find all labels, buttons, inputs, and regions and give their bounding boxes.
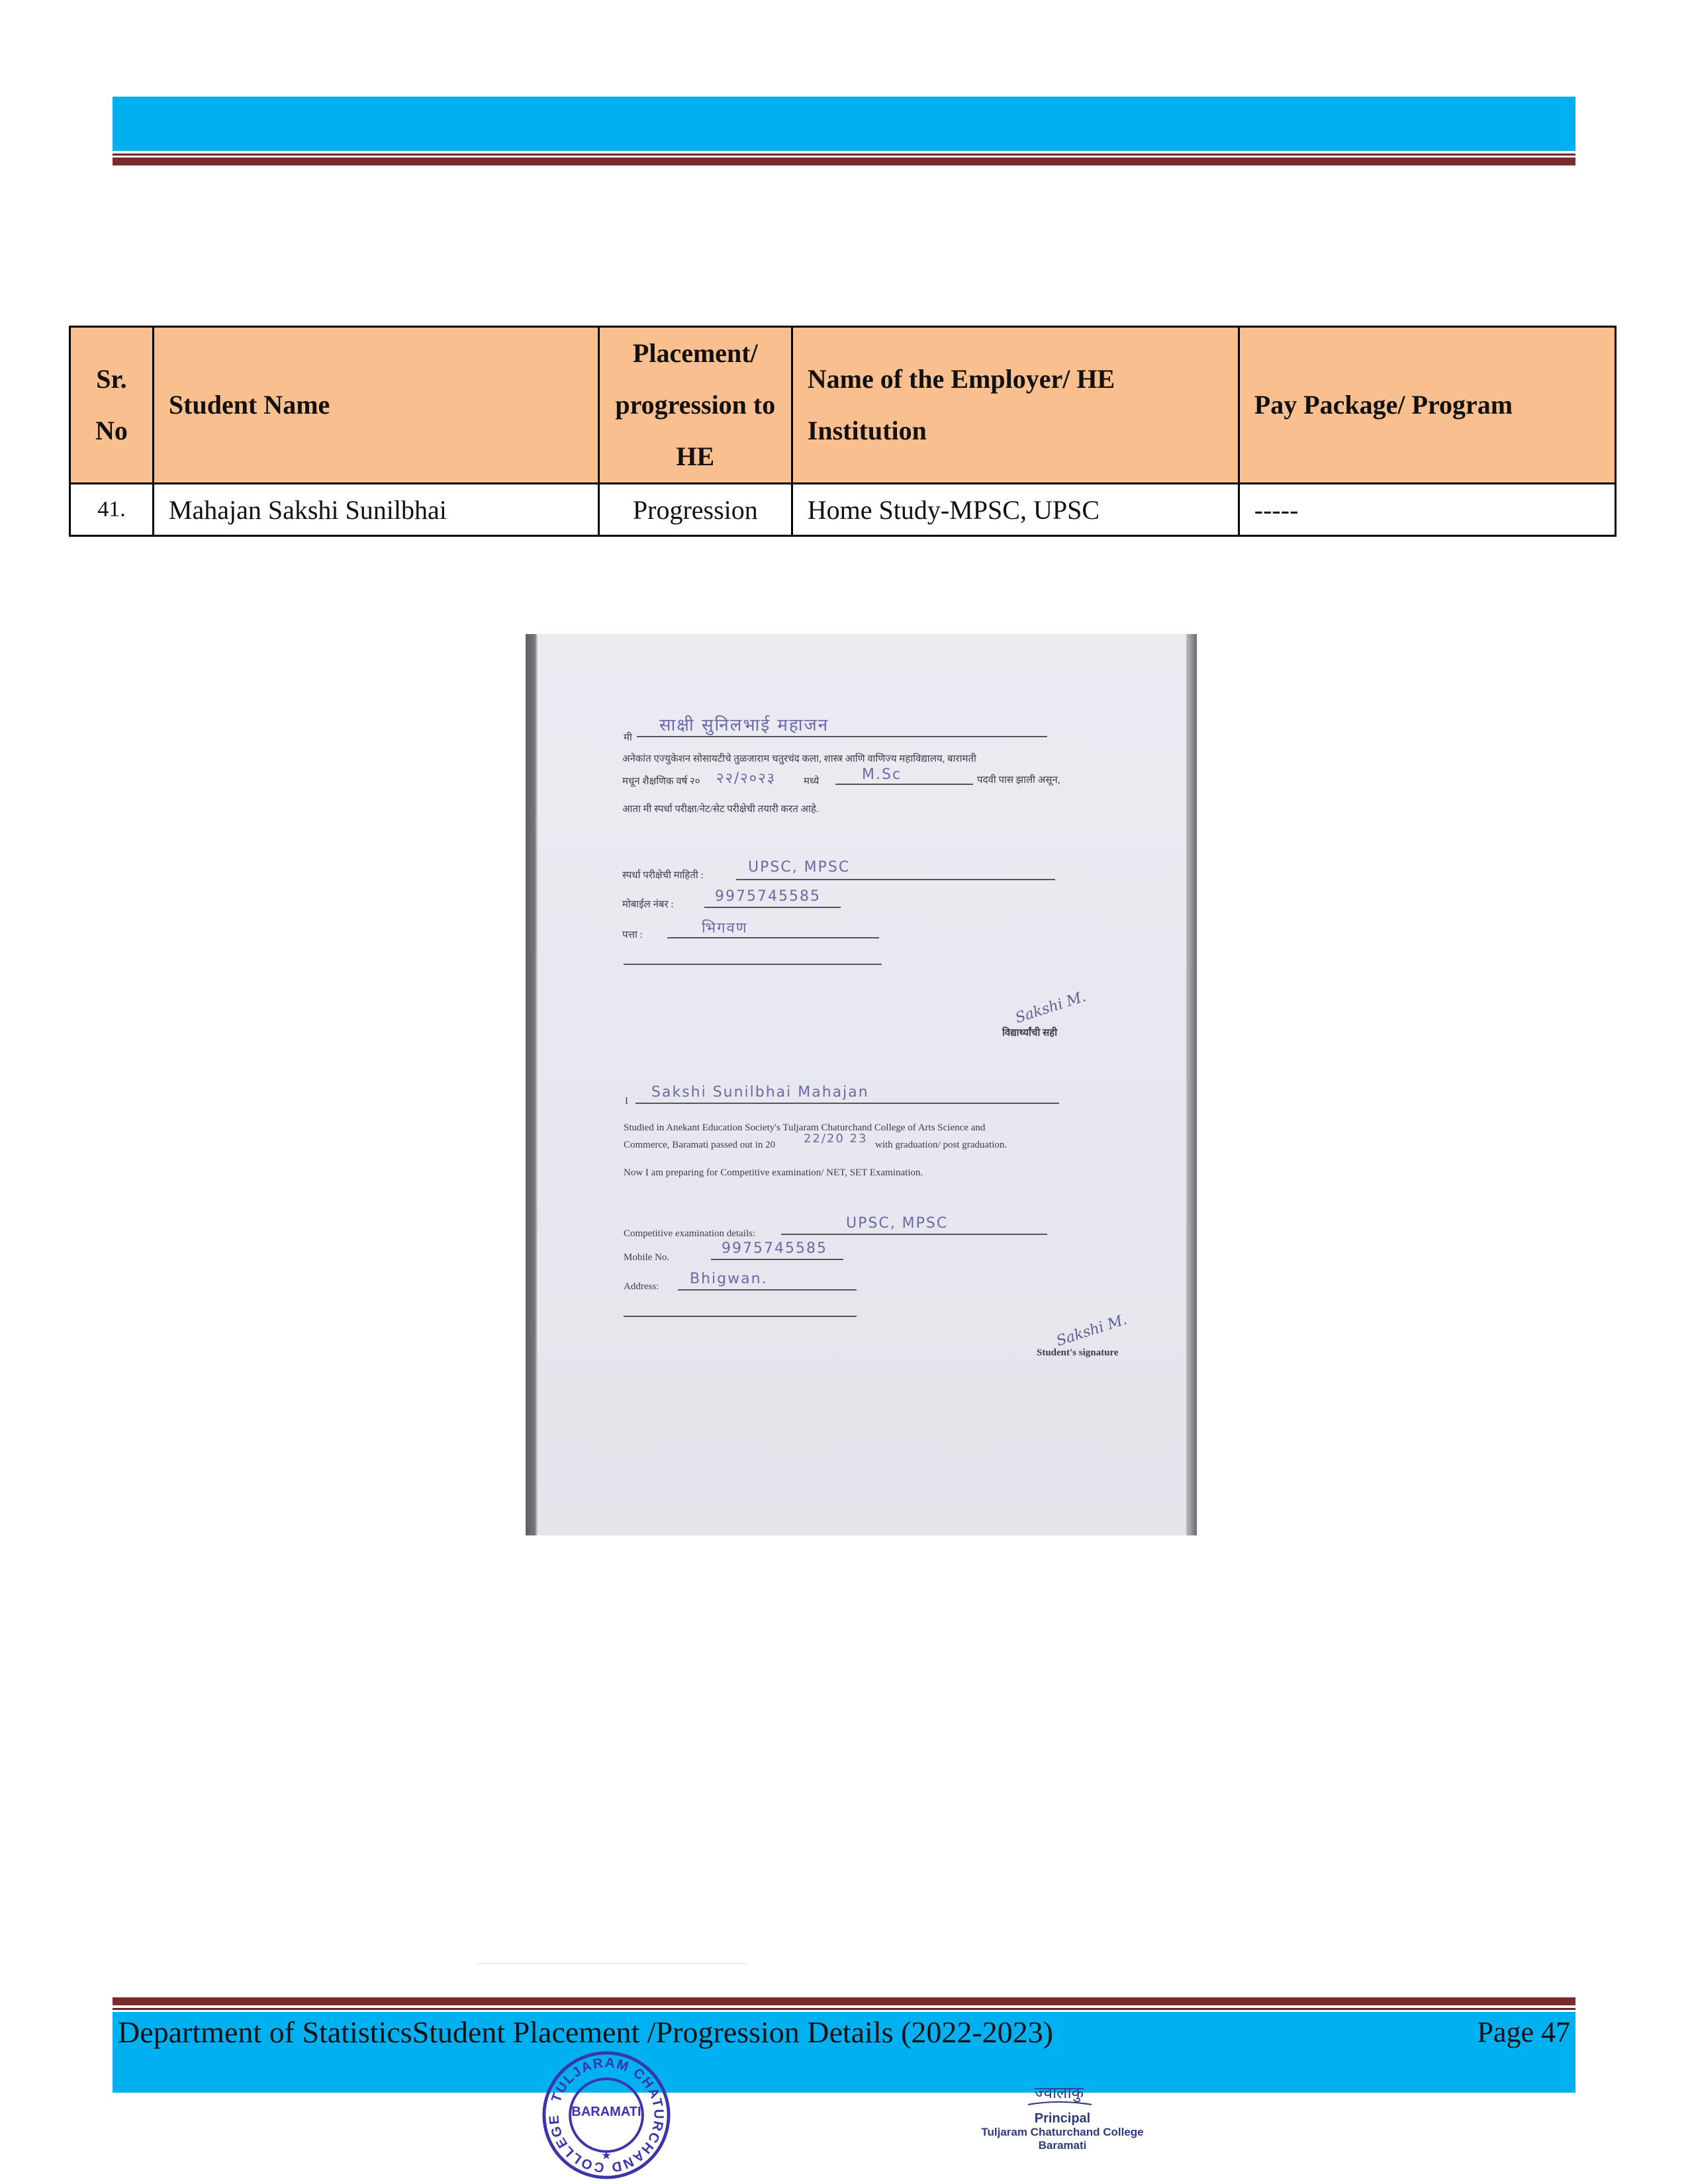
mr-exam-label: स्पर्धा परीक्षेची माहिती : <box>622 870 704 881</box>
cell-pay-package: ----- <box>1239 484 1615 536</box>
en-line2-prefix: Commerce, Baramati passed out in 20 <box>624 1140 776 1150</box>
en-address-value: Bhigwan. <box>690 1271 768 1287</box>
table-header-row <box>70 327 1616 484</box>
en-signature-label: Student's signature <box>1037 1347 1119 1358</box>
faint-divider <box>477 1963 748 1964</box>
en-mobile-value: 9975745585 <box>722 1240 827 1257</box>
header-placement-progression: Placement/ progression to HE <box>598 327 792 484</box>
en-signature: Sakshi M. <box>1054 1311 1129 1350</box>
en-name-value: Sakshi Sunilbhai Mahajan <box>651 1084 869 1101</box>
header-rule-thick <box>113 158 1575 165</box>
header-employer: Name of the Employer/ HE Institution <box>792 327 1239 484</box>
form-sheet <box>538 634 1186 1535</box>
principal-place: Baramati <box>1038 2139 1087 2152</box>
mr-signature: Sakshi M. <box>1013 988 1088 1027</box>
seal-center-text: BARAMATI <box>571 2105 641 2119</box>
en-exam-value: UPSC, MPSC <box>846 1215 949 1232</box>
table-row <box>70 484 1616 536</box>
footer-rule-thin <box>113 2008 1575 2010</box>
en-line1: Studied in Anekant Education Society's Tuljaram Chaturchand College of Arts Science and <box>624 1122 986 1133</box>
header-pay-package: Pay Package/ Program <box>1239 327 1615 484</box>
seal-ring-text: TULJARAM CHATURCHAND COLLEGE <box>546 2055 667 2175</box>
en-mobile-label: Mobile No. <box>624 1252 670 1263</box>
principal-title: Principal <box>1034 2111 1091 2126</box>
mr-address-value: भिगवण <box>702 920 748 936</box>
seal-star: ★ <box>601 2148 612 2162</box>
mr-line2-mid: मध्ये <box>804 776 820 787</box>
en-line3: Now I am preparing for Competitive examination/ NET, SET Examination. <box>624 1167 923 1178</box>
mr-line2-year: २२/२०२३ <box>716 770 776 787</box>
principal-college: Tuljaram Chaturchand College <box>981 2126 1144 2138</box>
footer-rule-thick <box>113 1997 1575 2005</box>
mr-address-underline-2 <box>624 964 882 965</box>
en-address-label: Address: <box>624 1281 659 1292</box>
mr-address-underline <box>667 937 879 938</box>
cell-sr-no: 41. <box>70 484 154 536</box>
mr-name-value: साक्षी सुनिलभाई महाजन <box>659 715 829 735</box>
mr-mobile-value: 9975745585 <box>715 888 821 905</box>
mr-line1: अनेकांत एज्युकेशन सोसायटीचे तुळजाराम चतुरचंद कला, शास्त्र आणि वाणिज्य महाविद्यालय, बारामती <box>622 754 976 764</box>
mr-address-label: पत्ता : <box>622 930 643 940</box>
mr-mobile-label: मोबाईल नंबर : <box>622 899 674 910</box>
svg-text:ज्वालाकु: ज्वालाकु <box>1034 2083 1084 2102</box>
mr-line2-degree: M.Sc <box>862 766 902 783</box>
en-address-underline-2 <box>624 1316 857 1317</box>
cell-student-name: Mahajan Sakshi Sunilbhai <box>153 484 598 536</box>
declaration-form-photo <box>526 634 1197 1535</box>
footer-page-number: Page 47 <box>1477 2016 1570 2048</box>
mr-exam-underline <box>736 879 1055 880</box>
en-exam-underline <box>781 1234 1047 1235</box>
mr-mobile-underline <box>704 907 841 908</box>
mr-exam-value: UPSC, MPSC <box>748 859 851 876</box>
mr-line2-suffix: पदवी पास झाली असून, <box>977 775 1060 786</box>
en-name-prefix: I <box>625 1096 628 1107</box>
mr-signature-label: विद्यार्थ्यांची सही <box>1002 1028 1058 1038</box>
principal-signature-mark <box>1023 2075 1096 2110</box>
mr-line3: आता मी स्पर्धा परीक्षा/नेट/सेट परीक्षेची तयारी करत आहे. <box>622 804 819 815</box>
placement-table <box>69 326 1617 537</box>
header-band <box>113 97 1575 151</box>
en-line2-year: 22/20 23 <box>804 1132 868 1146</box>
mr-degree-underline <box>835 784 973 785</box>
mr-name-underline <box>637 736 1047 737</box>
header-rule-thin <box>113 154 1575 156</box>
principal-block <box>973 2111 1152 2152</box>
cell-employer: Home Study-MPSC, UPSC <box>792 484 1239 536</box>
footer-department-title: Department of StatisticsStudent Placement /Progression Details (2022-2023) <box>118 2015 1053 2049</box>
mr-name-prefix: मी <box>624 733 632 743</box>
en-exam-label: Competitive examination details: <box>624 1228 756 1239</box>
en-name-underline <box>635 1103 1059 1104</box>
header-sr-no: Sr. No <box>70 327 154 484</box>
en-mobile-underline <box>711 1259 843 1260</box>
en-address-underline <box>678 1289 857 1291</box>
cell-type: Progression <box>598 484 792 536</box>
header-student-name: Student Name <box>153 327 598 484</box>
mr-line2-prefix: मधून शैक्षणिक वर्ष २० <box>622 776 700 787</box>
en-line2-suffix: with graduation/ post graduation. <box>875 1140 1008 1150</box>
